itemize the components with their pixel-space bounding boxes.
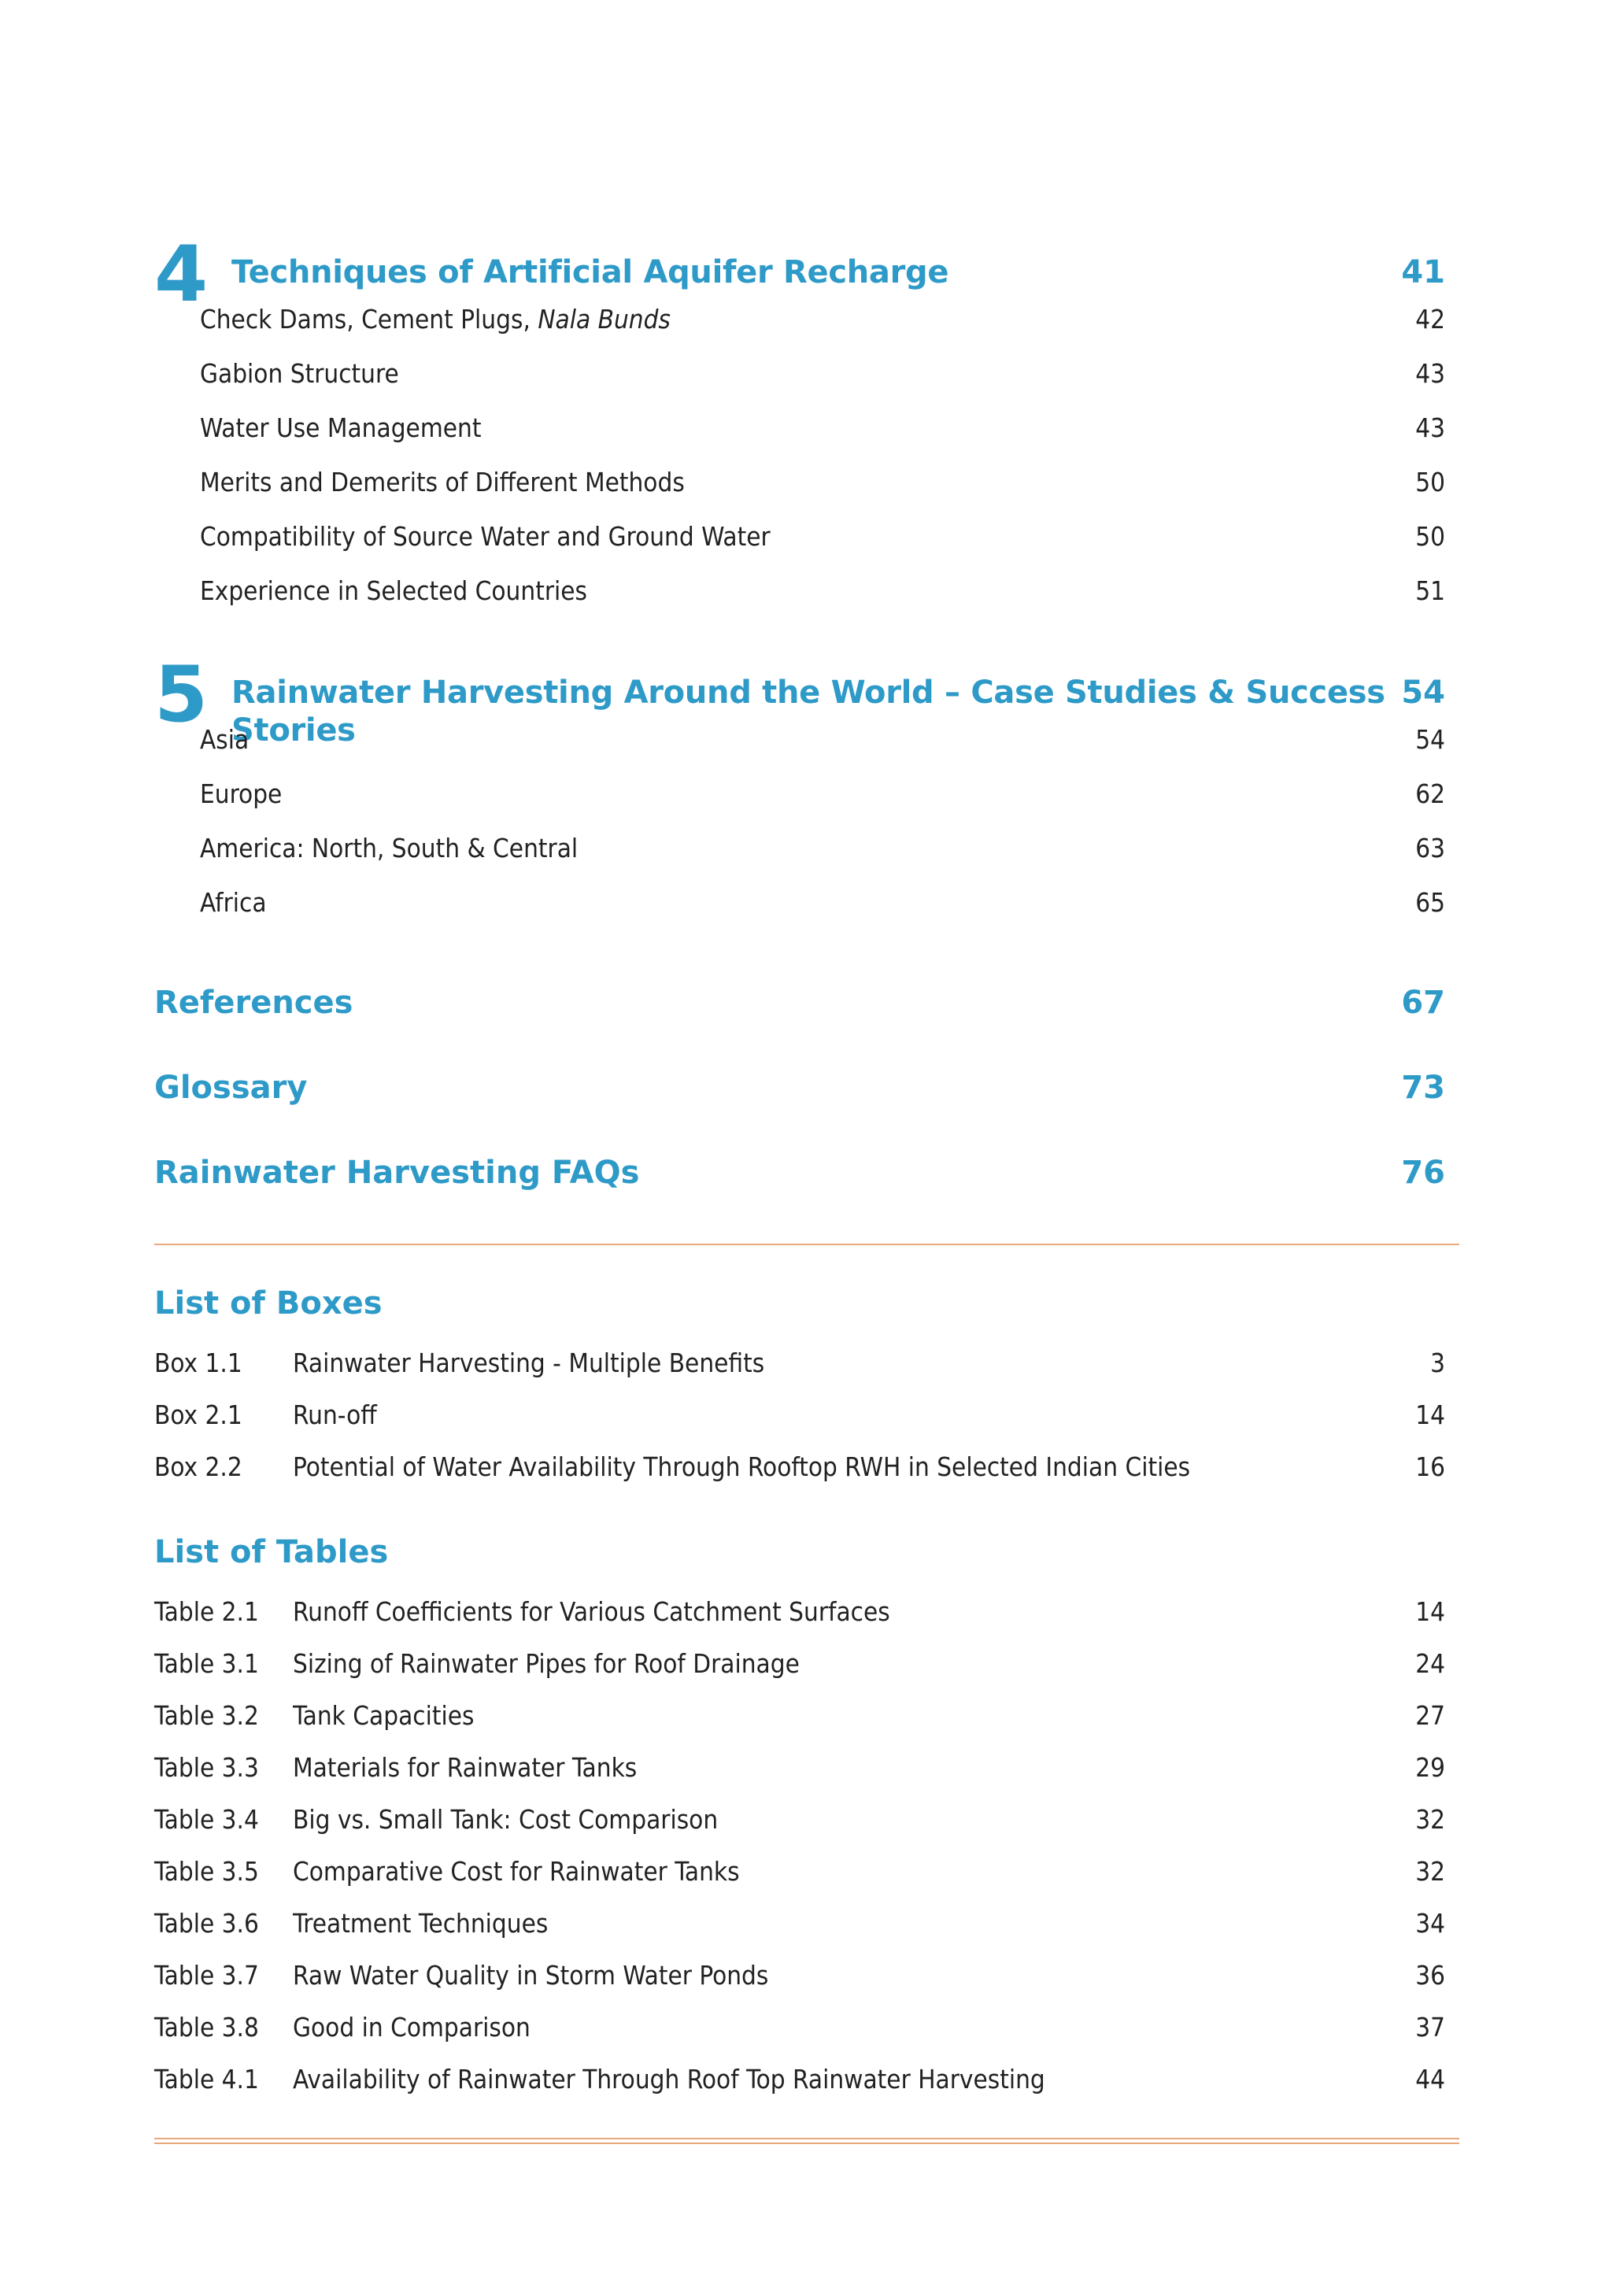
box-page: 14	[1415, 1399, 1445, 1430]
toc-entry-label: Africa	[200, 887, 267, 918]
table-title: Materials for Rainwater Tanks	[293, 1752, 638, 1783]
table-title: Availability of Rainwater Through Roof Top Rainwater Harvesting	[293, 2064, 1045, 2094]
table-title: Sizing of Rainwater Pipes for Roof Drainage	[293, 1648, 800, 1679]
table-number: Table 3.1	[154, 1648, 259, 1679]
table-page: 32	[1415, 1856, 1445, 1887]
box-title: Run-off	[293, 1399, 377, 1430]
toc-entry-label: Merits and Demerits of Different Methods	[200, 467, 685, 497]
toc-entry-page: 50	[1415, 521, 1445, 552]
box-number: Box 2.1	[154, 1399, 242, 1430]
toc-entry-label: Asia	[200, 724, 250, 755]
footer-double-rule	[154, 2138, 1459, 2144]
toc-entry[interactable]	[154, 304, 1445, 358]
table-entry[interactable]	[154, 1960, 1445, 2012]
toc-entry-label: America: North, South & Central	[200, 833, 579, 863]
table-page: 36	[1415, 1960, 1445, 1991]
table-number: Table 3.8	[154, 2012, 259, 2043]
chapter-5	[154, 650, 1445, 941]
chapter-number: 5	[154, 650, 209, 740]
box-title: Rainwater Harvesting - Multiple Benefits	[293, 1348, 765, 1378]
table-page: 37	[1415, 2012, 1445, 2043]
box-entry[interactable]	[154, 1348, 1445, 1399]
table-entry[interactable]	[154, 1648, 1445, 1700]
section-page-number: 67	[1401, 985, 1445, 1021]
table-page: 32	[1415, 1804, 1445, 1835]
section-title: Glossary	[154, 1070, 308, 1106]
toc-entry-page: 42	[1415, 304, 1445, 335]
toc-entry-label-italic: Nala Bunds	[538, 304, 671, 335]
toc-entry[interactable]	[154, 833, 1445, 887]
box-entry[interactable]	[154, 1451, 1445, 1503]
toc-entry-page: 54	[1415, 724, 1445, 755]
chapter-4	[154, 230, 1445, 630]
chapter-page-number: 41	[1401, 254, 1445, 290]
toc-section-references[interactable]	[154, 984, 1445, 1028]
toc-entry[interactable]	[154, 575, 1445, 630]
toc-entry-label: Gabion Structure	[200, 358, 399, 389]
section-page-number: 76	[1401, 1155, 1445, 1191]
table-entry[interactable]	[154, 2012, 1445, 2064]
toc-section-glossary[interactable]	[154, 1069, 1445, 1113]
toc-entry[interactable]	[154, 412, 1445, 467]
table-page: 44	[1415, 2064, 1445, 2094]
table-title: Raw Water Quality in Storm Water Ponds	[293, 1960, 769, 1991]
toc-entry-page: 50	[1415, 467, 1445, 497]
table-page: 24	[1415, 1648, 1445, 1679]
table-entry[interactable]	[154, 1856, 1445, 1908]
table-number: Table 2.1	[154, 1596, 259, 1627]
box-entry[interactable]	[154, 1399, 1445, 1451]
chapter-number: 4	[154, 230, 209, 320]
list-of-tables	[154, 1596, 1445, 2116]
toc-entry-page: 63	[1415, 833, 1445, 863]
toc-entry-page: 43	[1415, 358, 1445, 389]
toc-entry[interactable]	[154, 467, 1445, 521]
toc-entry[interactable]	[154, 887, 1445, 941]
table-number: Table 3.4	[154, 1804, 259, 1835]
table-number: Table 3.7	[154, 1960, 259, 1991]
box-page: 16	[1415, 1451, 1445, 1482]
chapter-title: Rainwater Harvesting Around the World – Case Studies & Success Stories	[231, 675, 1385, 749]
table-title: Comparative Cost for Rainwater Tanks	[293, 1856, 740, 1887]
toc-entry-label: Check Dams, Cement Plugs, Nala Bunds	[200, 304, 671, 335]
table-title: Big vs. Small Tank: Cost Comparison	[293, 1804, 719, 1835]
toc-entry[interactable]	[154, 358, 1445, 412]
toc-entry-label: Water Use Management	[200, 412, 482, 443]
table-page: 34	[1415, 1908, 1445, 1939]
box-number: Box 1.1	[154, 1348, 242, 1378]
box-page: 3	[1430, 1348, 1445, 1378]
table-number: Table 3.6	[154, 1908, 259, 1939]
table-entry[interactable]	[154, 1908, 1445, 1960]
table-title: Good in Comparison	[293, 2012, 531, 2043]
toc-entry-page: 65	[1415, 887, 1445, 918]
list-of-tables-heading: List of Tables	[154, 1534, 389, 1570]
toc-entry[interactable]	[154, 724, 1445, 778]
toc-entry[interactable]	[154, 521, 1445, 575]
table-entry[interactable]	[154, 2064, 1445, 2116]
list-of-boxes-heading: List of Boxes	[154, 1285, 383, 1322]
toc-section-faqs[interactable]	[154, 1154, 1445, 1198]
toc-entry[interactable]	[154, 778, 1445, 833]
table-entry[interactable]	[154, 1752, 1445, 1804]
toc-entry-label: Experience in Selected Countries	[200, 575, 588, 606]
table-entry[interactable]	[154, 1596, 1445, 1648]
list-of-boxes	[154, 1348, 1445, 1503]
table-number: Table 3.2	[154, 1700, 259, 1731]
chapter-title: Techniques of Artificial Aquifer Recharge	[231, 254, 949, 290]
table-number: Table 4.1	[154, 2064, 259, 2094]
table-entry[interactable]	[154, 1804, 1445, 1856]
table-title: Tank Capacities	[293, 1700, 475, 1731]
toc-entry-label: Europe	[200, 778, 283, 809]
toc-entry-page: 62	[1415, 778, 1445, 809]
section-title: References	[154, 985, 353, 1021]
divider	[154, 1244, 1459, 1245]
box-title: Potential of Water Availability Through Rooftop RWH in Selected Indian Cities	[293, 1451, 1191, 1482]
section-title: Rainwater Harvesting FAQs	[154, 1155, 640, 1191]
table-page: 27	[1415, 1700, 1445, 1731]
chapter-page-number: 54	[1401, 675, 1445, 711]
toc-entry-page: 51	[1415, 575, 1445, 606]
table-title: Treatment Techniques	[293, 1908, 549, 1939]
table-title: Runoff Coefficients for Various Catchment Surfaces	[293, 1596, 890, 1627]
section-page-number: 73	[1401, 1070, 1445, 1106]
toc-page	[154, 0, 1461, 2296]
table-page: 29	[1415, 1752, 1445, 1783]
table-number: Table 3.5	[154, 1856, 259, 1887]
table-number: Table 3.3	[154, 1752, 259, 1783]
box-number: Box 2.2	[154, 1451, 242, 1482]
chapter-5-subsections	[154, 724, 1445, 941]
toc-entry-page: 43	[1415, 412, 1445, 443]
table-page: 14	[1415, 1596, 1445, 1627]
toc-entry-label: Compatibility of Source Water and Ground Water	[200, 521, 771, 552]
table-entry[interactable]	[154, 1700, 1445, 1752]
chapter-4-subsections	[154, 304, 1445, 630]
